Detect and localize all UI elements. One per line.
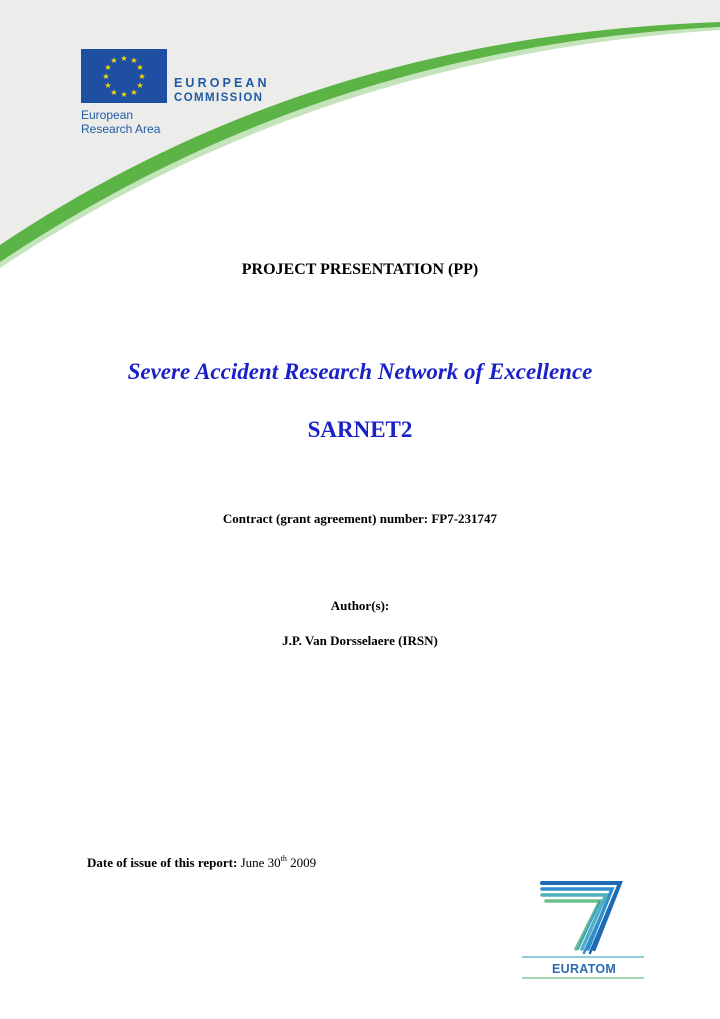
logo-text-commission: COMMISSION xyxy=(174,92,264,104)
svg-text:★: ★ xyxy=(104,81,112,90)
logo-text-research-area: Research Area xyxy=(81,122,161,136)
svg-text:★: ★ xyxy=(102,72,110,81)
project-acronym: SARNET2 xyxy=(307,417,413,442)
logo-text-european: EUROPEAN xyxy=(174,76,270,90)
logo-text-european-area: European xyxy=(81,108,134,122)
issue-date-value: June 30th 2009 xyxy=(240,854,317,870)
issue-date-label: Date of issue of this report: xyxy=(87,855,238,870)
svg-text:★: ★ xyxy=(110,56,118,65)
svg-text:★: ★ xyxy=(130,88,138,97)
svg-text:★: ★ xyxy=(120,54,128,63)
authors-name: J.P. Van Dorsselaere (IRSN) xyxy=(282,633,438,648)
svg-text:★: ★ xyxy=(130,56,138,65)
contract-number: Contract (grant agreement) number: FP7-231747 xyxy=(222,511,498,526)
project-name: Severe Accident Research Network of Excellence xyxy=(127,359,593,384)
svg-text:★: ★ xyxy=(136,63,144,72)
svg-text:★: ★ xyxy=(110,88,118,97)
issue-date-line xyxy=(87,854,316,871)
svg-text:★: ★ xyxy=(120,90,128,99)
euratom-label: EURATOM xyxy=(552,962,617,976)
svg-text:★: ★ xyxy=(138,72,146,81)
document-type: PROJECT PRESENTATION (PP) xyxy=(241,261,479,278)
svg-text:★: ★ xyxy=(136,81,144,90)
svg-text:★: ★ xyxy=(104,63,112,72)
authors-label: Author(s): xyxy=(330,598,390,613)
